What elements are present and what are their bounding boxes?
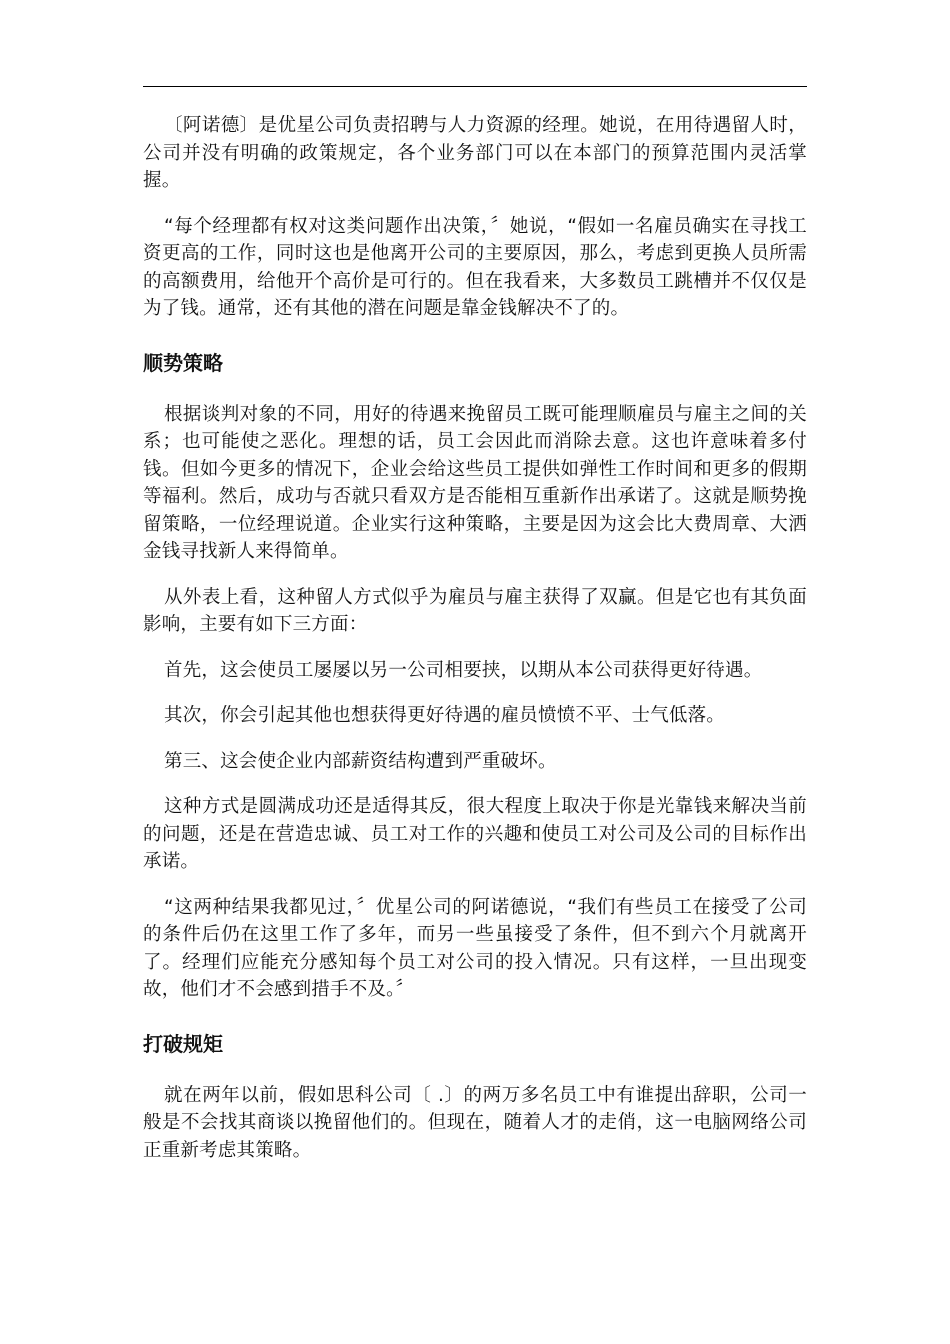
paragraph: 首先，这会使员工屡屡以另一公司相要挟，以期从本公司获得更好待遇。 — [164, 659, 763, 681]
paragraph: 第三、这会使企业内部薪资结构遭到严重破坏。 — [164, 750, 557, 772]
section-heading: 打破规矩 — [143, 1031, 223, 1056]
paragraph: 根据谈判对象的不同，用好的待遇来挽留员工既可能理顺雇员与雇主之间的关系；也可能使之恶化。理想的话，员工会因此而消除去意。这也许意味着多付钱。但如今更多的情况下，企业会给这些员工提供如弹性工作时间和更多的假期等福利。然后，成功与否就只看双方是否能相互重新作出承诺了。这就是顺势挽留策略，一位经理说道。企业实行这种策略，主要是因为这会比大费周章、大洒金钱寻找新人来得简单。 — [143, 403, 807, 562]
paragraph: 就在两年以前，假如思科公司〔 .〕的两万多名员工中有谁提出辞职，公司一般是不会找其商谈以挽留他们的。但现在，随着人才的走俏，这一电脑网络公司正重新考虑其策略。 — [143, 1084, 807, 1161]
paragraph: 从外表上看，这种留人方式似乎为雇员与雇主获得了双赢。但是它也有其负面影响，主要有如下三方面： — [143, 586, 807, 635]
header-rule — [143, 86, 807, 87]
paragraph: 〔阿诺德〕是优星公司负责招聘与人力资源的经理。她说，在用待遇留人时，公司并没有明确的政策规定，各个业务部门可以在本部门的预算范围内灵活掌握。 — [143, 115, 807, 191]
document-body — [143, 112, 807, 1182]
paragraph: “每个经理都有权对这类问题作出决策，〞她说，“假如一名雇员确实在寻找工资更高的工作，同时这也是他离开公司的主要原因，那么，考虑到更换人员所需的高额费用，给他开个高价是可行的。但在我看来，大多数员工跳槽并不仅仅是为了钱。通常，还有其他的潜在问题是靠金钱解决不了的。 — [143, 215, 807, 319]
paragraph: “这两种结果我都见过，〞优星公司的阿诺德说，“我们有些员工在接受了公司的条件后仍在这里工作了多年，而另一些虽接受了条件，但不到六个月就离开了。经理们应能充分感知每个员工对公司的投入情况。只有这样，一旦出现变故，他们才不会感到措手不及。〞 — [143, 896, 807, 1000]
paragraph: 其次，你会引起其他也想获得更好待遇的雇员愤愤不平、士气低落。 — [164, 705, 726, 726]
section-heading: 顺势策略 — [143, 350, 223, 375]
paragraph: 这种方式是圆满成功还是适得其反，很大程度上取决于你是光靠钱来解决当前的问题，还是在营造忠诚、员工对工作的兴趣和使员工对公司及公司的目标作出承诺。 — [143, 796, 807, 872]
